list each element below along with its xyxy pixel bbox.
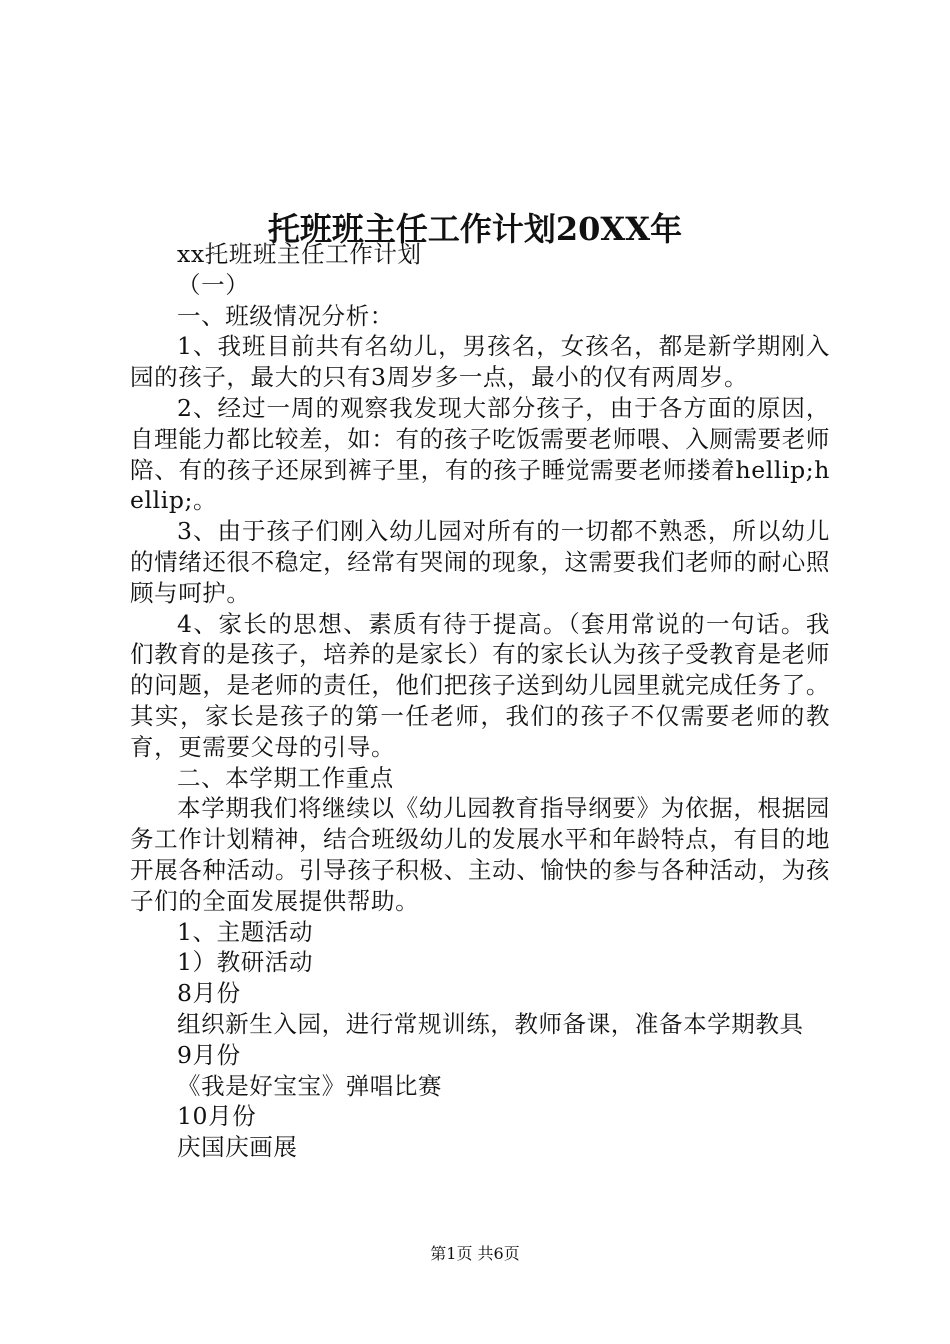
month-label-august: 8月份: [177, 979, 241, 1008]
activity-october: 庆国庆画展: [177, 1133, 298, 1162]
paragraph-item-3: 3、由于孩子们刚入幼儿园对所有的一切都不熟悉，所以幼儿的情绪还很不稳定，经常有哭闹的现象，这需要我们老师的耐心照顾与呵护。: [130, 517, 830, 607]
paragraph-item-1: 1、我班目前共有名幼儿，男孩名，女孩名，都是新学期刚入园的孩子，最大的只有3周岁多一点，最小的仅有两周岁。: [130, 332, 830, 392]
section-heading-class-analysis: 一、班级情况分析：: [177, 301, 394, 330]
document-body: [130, 239, 830, 1163]
subheading-theme-activities: 1、主题活动: [177, 917, 314, 946]
activity-august: 组织新生入园，进行常规训练，教师备课，准备本学期教具: [177, 1009, 804, 1038]
page-indicator: 第1页 共6页: [430, 1244, 520, 1263]
month-label-october: 10月份: [177, 1102, 257, 1131]
month-label-september: 9月份: [177, 1040, 241, 1069]
page-title: 托班班主任工作计划20XX年: [267, 210, 683, 249]
paragraph-key-work: 本学期我们将继续以《幼儿园教育指导纲要》为依据，根据园务工作计划精神，结合班级幼儿的发展水平和年龄特点，有目的地开展各种活动。引导孩子积极、主动、愉快的参与各种活动，为孩子们的全面发展提供帮助。: [130, 794, 830, 915]
document-subtitle: xx托班班主任工作计划: [177, 240, 422, 268]
paragraph-item-4: 4、家长的思想、素质有待于提高。（套用常说的一句话。我们教育的是孩子，培养的是家长）有的家长认为孩子受教育是老师的问题，是老师的责任，他们把孩子送到幼儿园里就完成任务了。其实，家长是孩子的第一任老师，我们的孩子不仅需要老师的教育，更需要父母的引导。: [130, 609, 830, 761]
subheading-teaching-research: 1）教研活动: [177, 948, 314, 977]
section-heading-key-work: 二、本学期工作重点: [177, 763, 394, 792]
activity-september: 《我是好宝宝》弹唱比赛: [177, 1071, 443, 1100]
paragraph-item-2: 2、经过一周的观察我发现大部分孩子，由于各方面的原因，自理能力都比较差，如：有的孩子吃饭需要老师喂、入厕需要老师陪、有的孩子还尿到裤子里，有的孩子睡觉需要老师搂着hellip;hellip;。: [130, 393, 830, 515]
section-marker: （一）: [177, 270, 250, 299]
